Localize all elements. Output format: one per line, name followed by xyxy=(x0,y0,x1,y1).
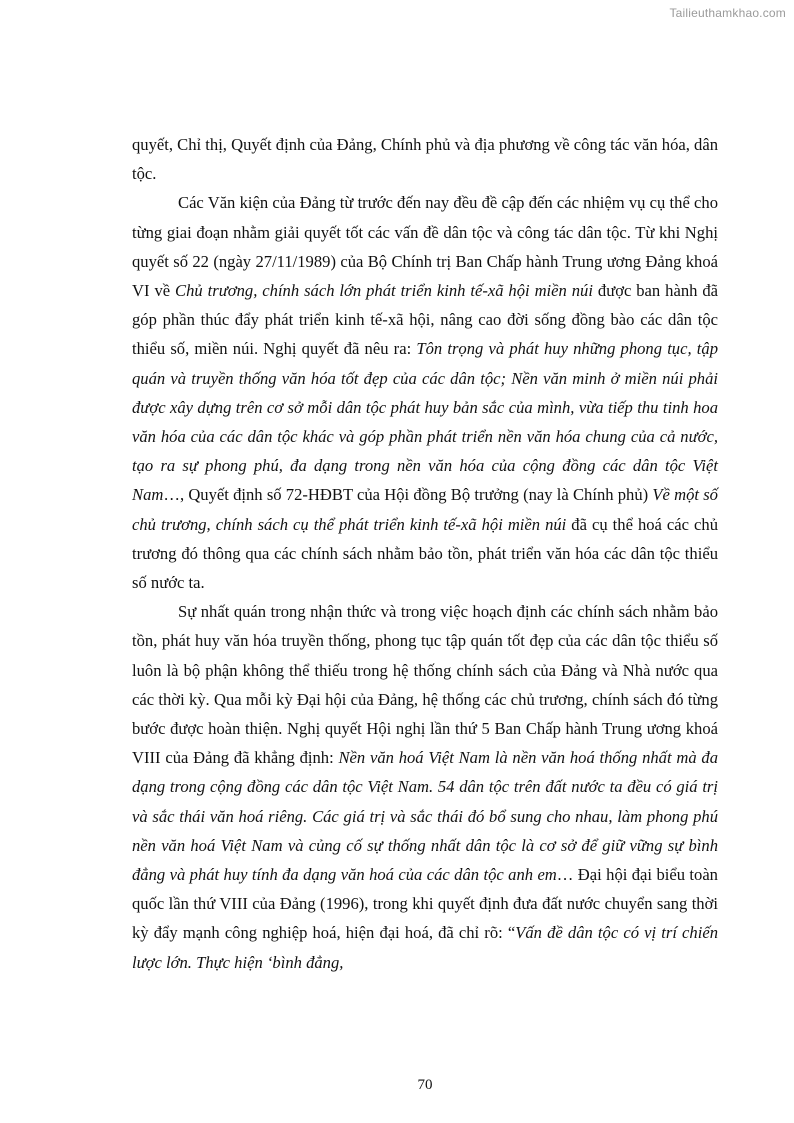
text-segment: … Đại hội đại biểu toàn quốc lần thứ VIII của Đảng (1996), trong khi quyết định đưa đất nước chuyển sang thời kỳ đẩy mạnh công nghiệp hoá, hiện đại hoá, đã chỉ rõ: “ xyxy=(132,865,718,943)
text-segment: được ban hành đã góp phần thúc đẩy phát triển kinh tế-xã hội, nâng cao đời sống đồng bào các dân tộc thiểu số, miền núi. Nghị quyết đã nêu ra: xyxy=(132,281,719,359)
body-paragraph xyxy=(132,130,718,188)
body-paragraph xyxy=(132,597,718,977)
page-number: 70 xyxy=(417,1077,433,1093)
italic-text-segment: Vấn đề dân tộc có vị trí chiến lược lớn. Thực hiện ‘bình đẳng, xyxy=(132,923,718,972)
text-segment: …, Quyết định số 72-HĐBT của Hội đồng Bộ trưởng (nay là Chính phủ) xyxy=(163,485,653,505)
text-segment: đã cụ thể hoá các chủ trương đó thông qua các chính sách nhằm bảo tồn, phát triển văn hóa các dân tộc thiểu số nước ta. xyxy=(132,514,718,593)
text-segment: Sự nhất quán trong nhận thức và trong việc hoạch định các chính sách nhằm bảo tồn, phát huy văn hóa truyền thống, phong tục tập quán tốt đẹp của các dân tộc thiểu số luôn là bộ phận không thể thiếu trong hệ thống chính sách của Đảng và Nhà nước qua các thời kỳ. Qua mỗi kỳ Đại hội của Đảng, hệ thống các chủ trương, chính sách đó từng bước được hoàn thiện. Nghị quyết Hội nghị lần thứ 5 Ban Chấp hành Trung ương khoá VIII của Đảng đã khẳng định: xyxy=(132,602,718,768)
italic-text-segment: Tôn trọng và phát huy những phong tục, tập quán và truyền thống văn hóa tốt đẹp của các dân tộc; Nền văn minh ở miền núi phải được xây dựng trên cơ sở mỗi dân tộc phát huy bản sắc của mình, vừa tiếp thu tinh hoa văn hóa của các dân tộc khác và góp phần phát triển nền văn hóa chung của cả nước, tạo ra sự phong phú, đa dạng trong nền văn hóa của cộng đồng các dân tộc Việt Nam xyxy=(132,339,718,505)
italic-text-segment: Nền văn hoá Việt Nam là nền văn hoá thống nhất mà đa dạng trong cộng đồng các dân tộc Việt Nam. 54 dân tộc trên đất nước ta đều có giá trị và sắc thái văn hoá riêng. Các giá trị và sắc thái đó bổ sung cho nhau, làm phong phú nền văn hoá Việt Nam và củng cố sự thống nhất dân tộc là cơ sở để giữ vững sự bình đẳng và phát huy tính đa dạng văn hoá của các dân tộc anh em xyxy=(132,748,718,885)
italic-text-segment: Về một số chủ trương, chính sách cụ thể phát triển kinh tế-xã hội miền núi xyxy=(132,485,718,534)
body-paragraph xyxy=(132,188,718,597)
italic-text-segment: Chủ trương, chính sách lớn phát triển kinh tế-xã hội miền núi xyxy=(175,281,593,301)
text-segment: Các Văn kiện của Đảng từ trước đến nay đều đề cập đến các nhiệm vụ cụ thể cho từng giai đoạn nhằm giải quyết tốt các vấn đề dân tộc và công tác dân tộc. Từ khi Nghị quyết số 22 (ngày 27/11/1989) của Bộ Chính trị Ban Chấp hành Trung ương Đảng khoá VI về xyxy=(132,193,718,301)
text-segment: quyết, Chỉ thị, Quyết định của Đảng, Chính phủ và địa phương về công tác văn hóa, dân tộc. xyxy=(132,135,718,184)
page-body xyxy=(132,130,718,977)
watermark: Tailieuthamkhao.com xyxy=(669,6,786,20)
